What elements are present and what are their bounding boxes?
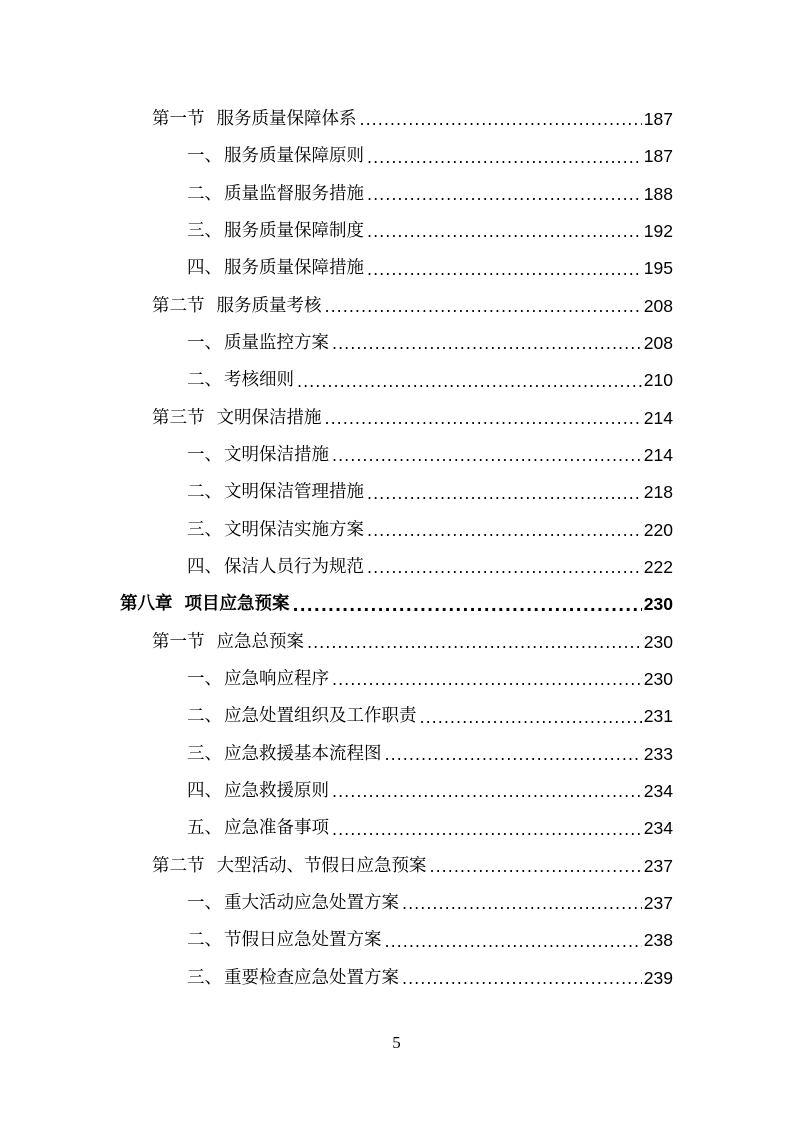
toc-entry-page: 192 [643,220,673,241]
toc-dot-leader [385,931,642,952]
toc-entry-label [187,820,332,838]
toc-entry-item[interactable] [0,512,673,549]
toc-dot-leader [332,333,642,354]
toc-entry-item[interactable] [0,549,673,586]
toc-entry-item[interactable] [0,437,673,474]
toc-entry-number: 二、 [187,370,222,391]
toc-entry-title: 服务质量保障体系 [216,108,357,129]
toc-dot-leader [325,408,642,429]
toc-entry-number: 三、 [187,743,222,764]
toc-entry-item[interactable] [0,250,673,287]
toc-entry-label [152,295,325,316]
toc-entry-item[interactable] [0,811,673,848]
toc-entry-number: 二、 [187,706,222,727]
toc-entry-number: 三、 [187,967,222,988]
toc-entry-number: 一、 [187,445,222,466]
toc-entry-title: 文明保洁措施 [224,445,329,466]
toc-dot-leader [430,856,642,877]
toc-dot-leader [307,632,642,653]
toc-entry-section[interactable] [0,624,673,661]
toc-entry-page: 233 [643,743,673,764]
toc-dot-leader [293,595,642,616]
toc-dot-leader [367,483,642,504]
toc-entry-title: 应急救援基本流程图 [224,743,382,764]
toc-entry-label [120,596,293,614]
toc-entry-label [187,967,402,988]
toc-entry-label [152,631,307,652]
toc-entry-label [187,220,367,241]
toc-dot-leader [367,221,642,242]
toc-entry-number: 一、 [187,893,222,914]
toc-entry-number: 第八章 [120,594,173,615]
toc-entry-page: 237 [643,893,673,914]
toc-entry-chapter[interactable] [0,586,673,623]
toc-entry-page: 220 [643,519,673,540]
toc-entry-title: 项目应急预案 [184,594,290,615]
toc-entry-number: 第二节 [152,295,205,316]
page-number: 5 [392,1033,401,1052]
toc-entry-number: 一、 [187,332,222,353]
toc-entry-title: 质量监督服务措施 [224,183,364,204]
toc-entry-item[interactable] [0,923,673,960]
toc-dot-leader [332,819,642,840]
toc-entry-label [152,855,430,876]
toc-entry-page: 214 [643,407,673,428]
toc-entry-title: 重大活动应急处置方案 [224,893,399,914]
toc-entry-number: 三、 [187,519,222,540]
toc-entry-title: 大型活动、节假日应急预案 [216,855,427,876]
toc-entry-page: 188 [643,183,673,204]
toc-entry-page: 195 [643,258,673,279]
toc-entry-page: 231 [643,706,673,727]
toc-dot-leader [367,557,642,578]
toc-dot-leader [367,184,642,205]
toc-entry-section[interactable] [0,101,673,138]
toc-entry-label [187,183,367,204]
toc-entry-title: 文明保洁管理措施 [224,482,364,503]
toc-entry-label [187,671,332,689]
toc-entry-number: 三、 [187,220,222,241]
toc-entry-title: 保洁人员行为规范 [224,557,364,578]
toc-entry-title: 应急处置组织及工作职责 [224,706,417,727]
toc-entry-page: 230 [643,594,673,615]
toc-entry-page: 218 [643,482,673,503]
toc-entry-label [187,372,297,390]
toc-entry-label [187,559,367,577]
toc-entry-number: 第二节 [152,855,205,876]
toc-dot-leader [402,968,642,989]
toc-entry-label [187,447,332,465]
toc-entry-page: 239 [643,967,673,988]
toc-entry-item[interactable] [0,661,673,698]
toc-dot-leader [367,520,642,541]
toc-entry-title: 应急准备事项 [224,818,329,839]
toc-entry-number: 四、 [187,781,222,802]
toc-entry-number: 第三节 [152,407,205,428]
toc-entry-page: 234 [643,781,673,802]
toc-entry-section[interactable] [0,848,673,885]
toc-entry-title: 服务质量保障制度 [224,220,364,241]
toc-entry-number: 一、 [187,146,222,167]
toc-entry-title: 服务质量保障原则 [224,146,364,167]
toc-entry-number: 二、 [187,482,222,503]
toc-entry-number: 四、 [187,557,222,578]
toc-entry-number: 二、 [187,930,222,951]
toc-entry-label [187,743,385,764]
toc-dot-leader [332,445,642,466]
toc-entry-label [187,484,367,502]
toc-entry-page: 210 [643,370,673,391]
toc-entry-page: 230 [643,631,673,652]
toc-entry-title: 应急救援原则 [224,781,329,802]
toc-entry-number: 一、 [187,669,222,690]
toc-dot-leader [325,296,642,317]
toc-entry-item[interactable] [0,325,673,362]
toc-dot-leader [332,669,642,690]
toc-entry-page: 208 [643,332,673,353]
toc-entry-page: 237 [643,855,673,876]
toc-entry-item[interactable] [0,362,673,399]
toc-entry-label [152,407,325,428]
toc-entry-item[interactable] [0,699,673,736]
toc-dot-leader [367,147,642,168]
toc-entry-item[interactable] [0,213,673,250]
toc-entry-page: 230 [643,669,673,690]
toc-entry-page: 187 [643,108,673,129]
toc-entry-label [187,895,402,913]
toc-entry-number: 五、 [187,818,222,839]
toc-entry-page: 234 [643,818,673,839]
table-of-contents [0,101,793,997]
toc-entry-title: 应急响应程序 [224,669,329,690]
toc-entry-label [187,932,385,950]
toc-entry-item[interactable] [0,474,673,511]
toc-entry-page: 238 [643,930,673,951]
toc-entry-number: 二、 [187,183,222,204]
toc-entry-title: 节假日应急处置方案 [224,930,382,951]
toc-entry-number: 第一节 [152,108,205,129]
toc-entry-item[interactable] [0,885,673,922]
toc-dot-leader [360,109,642,130]
toc-entry-item[interactable] [0,960,673,997]
toc-entry-label [187,519,367,540]
toc-entry-page: 208 [643,295,673,316]
toc-entry-section[interactable] [0,400,673,437]
toc-entry-title: 文明保洁措施 [216,407,322,428]
toc-entry-title: 应急总预案 [216,631,304,652]
toc-entry-title: 服务质量保障措施 [224,258,364,279]
toc-entry-number: 四、 [187,258,222,279]
toc-dot-leader [420,707,642,728]
toc-entry-page: 214 [643,445,673,466]
toc-entry-label [187,783,332,801]
toc-entry-item[interactable] [0,773,673,810]
toc-entry-label [187,148,367,166]
toc-entry-item[interactable] [0,176,673,213]
toc-entry-item[interactable] [0,138,673,175]
toc-entry-label [187,260,367,278]
toc-entry-title: 重要检查应急处置方案 [224,967,399,988]
toc-entry-label [187,332,332,353]
toc-entry-title: 质量监控方案 [224,332,329,353]
toc-entry-label [152,108,360,129]
toc-dot-leader [402,893,642,914]
toc-dot-leader [332,781,642,802]
toc-entry-page: 187 [643,146,673,167]
toc-entry-title: 考核细则 [224,370,294,391]
toc-entry-label [187,708,420,726]
toc-entry-section[interactable] [0,288,673,325]
toc-entry-title: 文明保洁实施方案 [224,519,364,540]
toc-entry-title: 服务质量考核 [216,295,322,316]
toc-dot-leader [297,371,642,392]
toc-dot-leader [385,744,642,765]
toc-entry-number: 第一节 [152,631,205,652]
toc-dot-leader [367,259,642,280]
toc-entry-page: 222 [643,557,673,578]
toc-entry-item[interactable] [0,736,673,773]
